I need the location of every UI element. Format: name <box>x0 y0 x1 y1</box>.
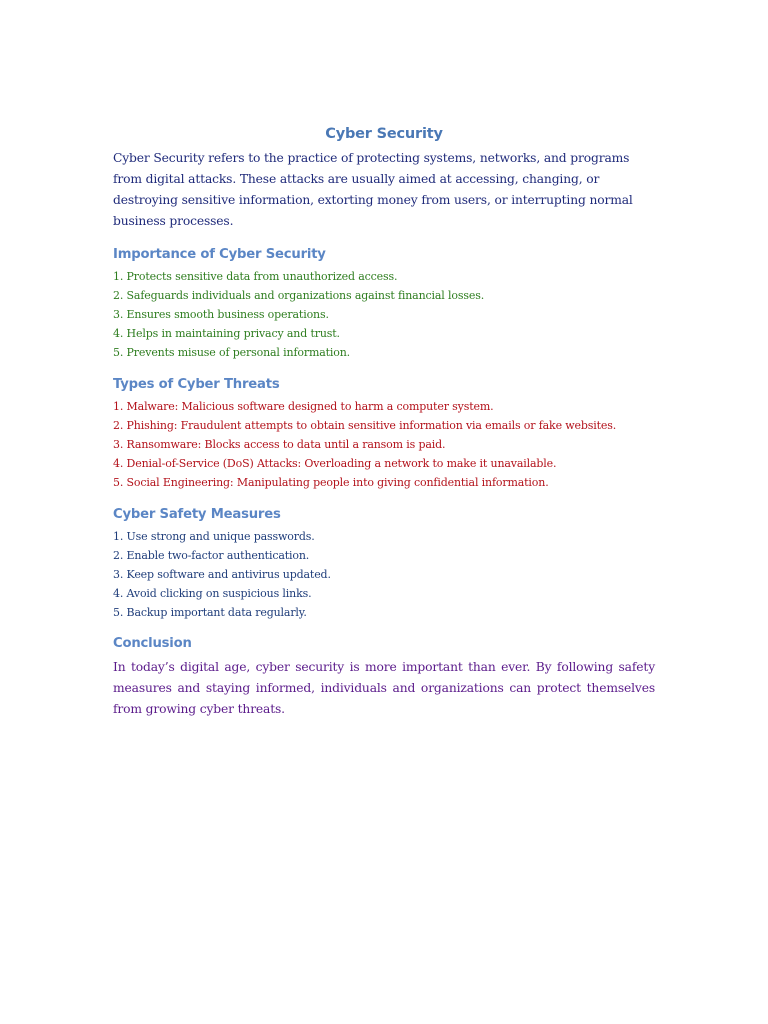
threats-list <box>113 397 655 492</box>
list-item: 1. Use strong and unique passwords. <box>113 530 315 543</box>
list-item: 5. Backup important data regularly. <box>113 606 307 619</box>
conclusion-heading: Conclusion <box>113 636 192 651</box>
list-item: 1. Protects sensitive data from unauthorized access. <box>113 270 398 283</box>
list-item: 5. Prevents misuse of personal information. <box>113 346 351 359</box>
list-item: 2. Phishing: Fraudulent attempts to obtain sensitive information via emails or fake websites. <box>113 419 617 432</box>
list-item: 1. Malware: Malicious software designed to harm a computer system. <box>113 400 494 413</box>
list-item: 5. Social Engineering: Manipulating people into giving confidential information. <box>113 476 549 489</box>
conclusion-paragraph: In today’s digital age, cyber security is more important than ever. By following safety measures and staying informed, individuals and organizations can protect themselves from growing cyber threats. <box>113 660 655 716</box>
document-page <box>113 123 655 720</box>
list-item: 3. Keep software and antivirus updated. <box>113 568 331 581</box>
document-title: Cyber Security <box>325 126 443 142</box>
list-item: 3. Ensures smooth business operations. <box>113 308 329 321</box>
list-item: 4. Avoid clicking on suspicious links. <box>113 587 312 600</box>
list-item: 4. Helps in maintaining privacy and trust. <box>113 327 340 340</box>
importance-list <box>113 267 655 362</box>
list-item: 4. Denial-of-Service (DoS) Attacks: Overloading a network to make it unavailable. <box>113 457 557 470</box>
list-item: 2. Safeguards individuals and organizations against financial losses. <box>113 289 485 302</box>
importance-heading: Importance of Cyber Security <box>113 247 326 262</box>
list-item: 3. Ransomware: Blocks access to data until a ransom is paid. <box>113 438 446 451</box>
measures-list <box>113 527 655 622</box>
list-item: 2. Enable two-factor authentication. <box>113 549 310 562</box>
measures-heading: Cyber Safety Measures <box>113 507 281 522</box>
intro-paragraph: Cyber Security refers to the practice of protecting systems, networks, and programs from digital attacks. These attacks are usually aimed at accessing, changing, or destroying sensitive information, extorting money from users, or interrupting normal business processes. <box>113 151 633 228</box>
threats-heading: Types of Cyber Threats <box>113 377 280 392</box>
